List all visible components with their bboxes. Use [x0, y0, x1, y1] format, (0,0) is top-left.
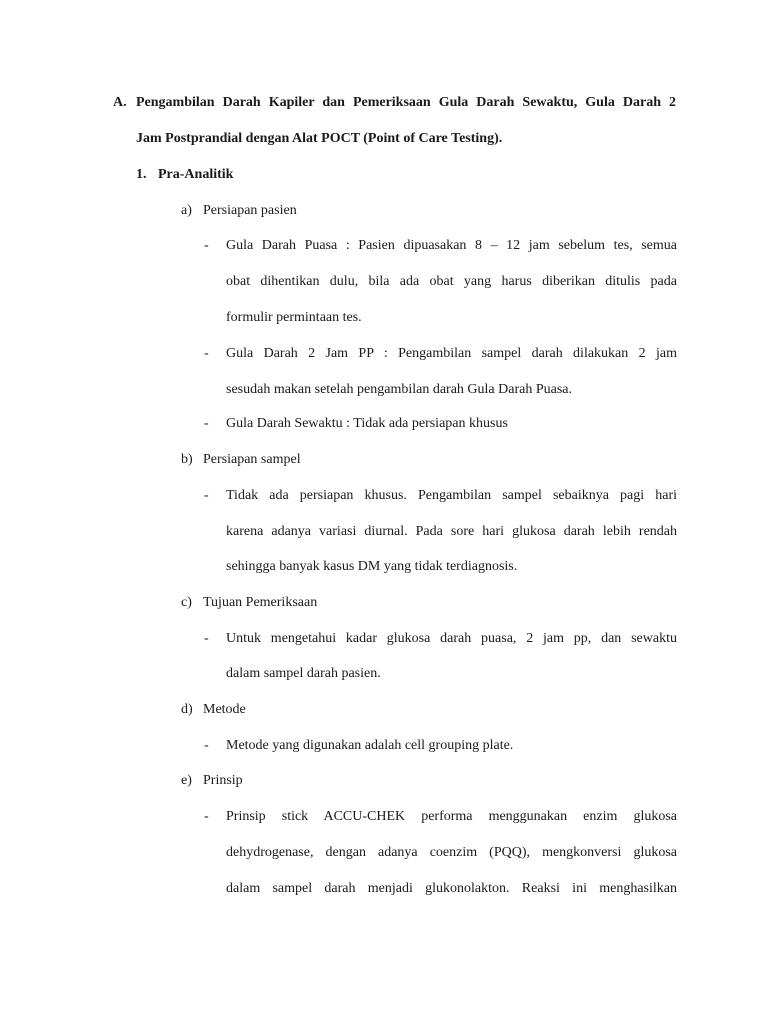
bullet-text-line: Gula Darah 2 Jam PP : Pengambilan sampel darah dilakukan 2 jam: [226, 346, 677, 361]
bullet-dash: -: [204, 416, 209, 431]
bullet-dash: -: [204, 809, 209, 824]
bullet-text-line: sehingga banyak kasus DM yang tidak terdiagnosis.: [226, 559, 518, 574]
list-item-title: Prinsip: [203, 773, 243, 788]
list-item-marker: b): [181, 452, 193, 467]
section-title-line-1: Pengambilan Darah Kapiler dan Pemeriksaan Gula Darah Sewaktu, Gula Darah 2: [136, 95, 676, 110]
list-item-marker: e): [181, 773, 192, 788]
bullet-text-line: Tidak ada persiapan khusus. Pengambilan sampel sebaiknya pagi hari: [226, 488, 677, 503]
bullet-text-line: karena adanya variasi diurnal. Pada sore hari glukosa darah lebih rendah: [226, 524, 677, 539]
bullet-text-line: formulir permintaan tes.: [226, 310, 362, 325]
bullet-text-line: Untuk mengetahui kadar glukosa darah puasa, 2 jam pp, dan sewaktu: [226, 631, 677, 646]
list-item-marker: a): [181, 203, 192, 218]
list-item-title: Persiapan pasien: [203, 203, 297, 218]
list-item-marker: d): [181, 702, 193, 717]
bullet-text-line: dalam sampel darah menjadi glukonolakton. Reaksi ini menghasilkan: [226, 881, 677, 896]
section-title-line-2: Jam Postprandial dengan Alat POCT (Point of Care Testing).: [136, 131, 503, 146]
bullet-dash: -: [204, 346, 209, 361]
list-item-marker: c): [181, 595, 192, 610]
section-marker: A.: [113, 95, 127, 110]
bullet-text-line: obat dihentikan dulu, bila ada obat yang harus diberikan ditulis pada: [226, 274, 677, 289]
bullet-dash: -: [204, 738, 209, 753]
bullet-text-line: Gula Darah Sewaktu : Tidak ada persiapan khusus: [226, 416, 508, 431]
bullet-dash: -: [204, 238, 209, 253]
subsection-title: Pra-Analitik: [158, 167, 234, 182]
bullet-text-line: Metode yang digunakan adalah cell grouping plate.: [226, 738, 514, 753]
bullet-text-line: Prinsip stick ACCU-CHEK performa menggunakan enzim glukosa: [226, 809, 677, 824]
subsection-marker: 1.: [136, 167, 147, 182]
list-item-title: Tujuan Pemeriksaan: [203, 595, 318, 610]
bullet-text-line: sesudah makan setelah pengambilan darah Gula Darah Puasa.: [226, 382, 572, 397]
bullet-dash: -: [204, 631, 209, 646]
bullet-text-line: dalam sampel darah pasien.: [226, 666, 381, 681]
list-item-title: Metode: [203, 702, 246, 717]
bullet-text-line: dehydrogenase, dengan adanya coenzim (PQQ), mengkonversi glukosa: [226, 845, 677, 860]
bullet-dash: -: [204, 488, 209, 503]
list-item-title: Persiapan sampel: [203, 452, 301, 467]
bullet-text-line: Gula Darah Puasa : Pasien dipuasakan 8 – 12 jam sebelum tes, semua: [226, 238, 677, 253]
